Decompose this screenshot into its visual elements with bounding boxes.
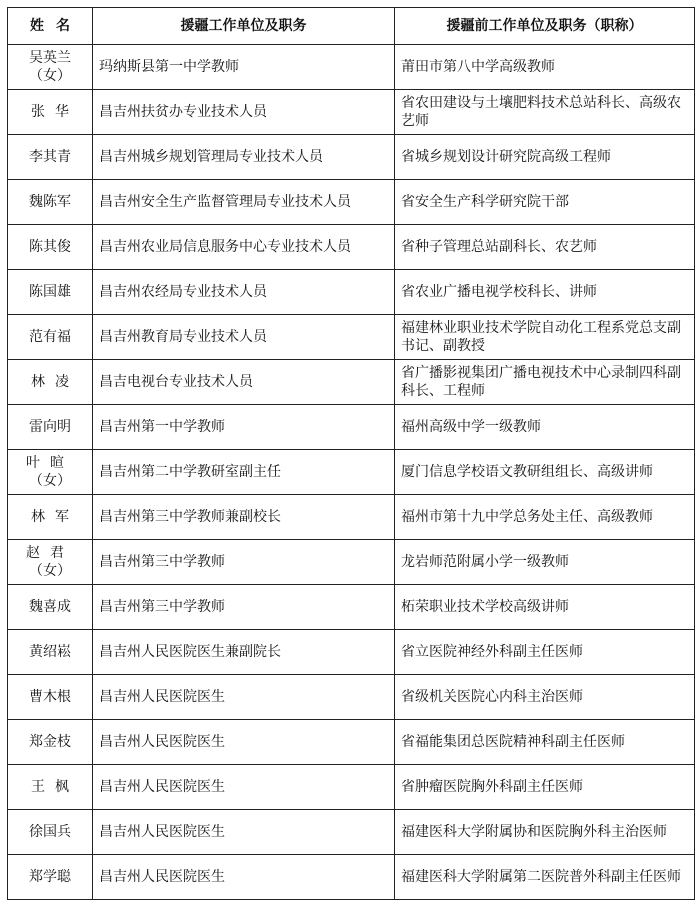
cell-prev: 福州高级中学一级教师: [395, 405, 695, 450]
table-row: [8, 765, 695, 810]
cell-name: [8, 360, 93, 405]
person-name: 林凌: [31, 374, 79, 390]
cell-prev: 省种子管理总站副科长、农艺师: [395, 225, 695, 270]
table-row: [8, 720, 695, 765]
cell-unit: 昌吉州扶贫办专业技术人员: [93, 90, 395, 135]
cell-name: [8, 225, 93, 270]
table-row: [8, 45, 695, 90]
personnel-table: [7, 7, 695, 900]
cell-name: [8, 495, 93, 540]
cell-prev: 福州市第十九中学总务处主任、高级教师: [395, 495, 695, 540]
cell-unit: 昌吉电视台专业技术人员: [93, 360, 395, 405]
cell-name: [8, 675, 93, 720]
header-row: [8, 8, 695, 45]
person-name: 林军: [31, 509, 79, 525]
person-name: 张华: [31, 104, 79, 120]
cell-unit: 昌吉州农业局信息服务中心专业技术人员: [93, 225, 395, 270]
cell-unit: 昌吉州人民医院医生: [93, 675, 395, 720]
person-name: 叶暄: [26, 455, 74, 471]
table-row: [8, 630, 695, 675]
person-name: 雷向明: [29, 419, 71, 435]
table-header: [8, 8, 695, 45]
person-name: 徐国兵: [29, 824, 71, 840]
table-row: [8, 405, 695, 450]
cell-name: [8, 810, 93, 855]
table-row: [8, 135, 695, 180]
cell-name: [8, 540, 93, 585]
person-name: 赵君: [26, 545, 74, 561]
cell-prev: 省肿瘤医院胸外科副主任医师: [395, 765, 695, 810]
table-row: [8, 540, 695, 585]
person-name: 范有福: [29, 329, 71, 345]
cell-name: [8, 405, 93, 450]
cell-prev: 莆田市第八中学高级教师: [395, 45, 695, 90]
person-name: 黄绍崧: [29, 644, 71, 660]
cell-prev: 省农田建设与土壤肥料技术总站科长、高级农艺师: [395, 90, 695, 135]
cell-unit: 玛纳斯县第一中学教师: [93, 45, 395, 90]
cell-name: [8, 45, 93, 90]
cell-unit: 昌吉州第三中学教师: [93, 585, 395, 630]
table-row: [8, 315, 695, 360]
cell-prev: 省安全生产科学研究院干部: [395, 180, 695, 225]
person-name: 陈国雄: [29, 284, 71, 300]
table-row: [8, 90, 695, 135]
cell-prev: 省级机关医院心内科主治医师: [395, 675, 695, 720]
cell-name: [8, 135, 93, 180]
table-row: [8, 675, 695, 720]
cell-unit: 昌吉州人民医院医生: [93, 765, 395, 810]
header-name: 姓名: [8, 8, 93, 45]
person-name: 郑金枝: [29, 734, 71, 750]
cell-prev: 省农业广播电视学校科长、讲师: [395, 270, 695, 315]
cell-prev: 龙岩师范附属小学一级教师: [395, 540, 695, 585]
cell-unit: 昌吉州第二中学教研室副主任: [93, 450, 395, 495]
cell-unit: 昌吉州第三中学教师: [93, 540, 395, 585]
table-row: [8, 495, 695, 540]
person-name: 吴英兰: [29, 50, 71, 66]
cell-unit: 昌吉州人民医院医生: [93, 855, 395, 900]
cell-unit: 昌吉州教育局专业技术人员: [93, 315, 395, 360]
cell-unit: 昌吉州第一中学教师: [93, 405, 395, 450]
cell-unit: 昌吉州第三中学教师兼副校长: [93, 495, 395, 540]
cell-prev: 省立医院神经外科副主任医师: [395, 630, 695, 675]
cell-prev: 省城乡规划设计研究院高级工程师: [395, 135, 695, 180]
table-row: [8, 270, 695, 315]
cell-unit: 昌吉州农经局专业技术人员: [93, 270, 395, 315]
cell-prev: 福建林业职业技术学院自动化工程系党总支副书记、副教授: [395, 315, 695, 360]
cell-name: [8, 765, 93, 810]
cell-prev: 省广播影视集团广播电视技术中心录制四科副科长、工程师: [395, 360, 695, 405]
person-name: 魏喜成: [29, 599, 71, 615]
table-row: [8, 360, 695, 405]
cell-unit: 昌吉州安全生产监督管理局专业技术人员: [93, 180, 395, 225]
cell-name: [8, 315, 93, 360]
cell-name: [8, 855, 93, 900]
person-name: 曹木根: [29, 689, 71, 705]
gender-note: （女）: [29, 68, 71, 84]
table-body: [8, 45, 695, 900]
cell-unit: 昌吉州人民医院医生: [93, 720, 395, 765]
cell-name: [8, 450, 93, 495]
cell-name: [8, 630, 93, 675]
cell-unit: 昌吉州人民医院医生: [93, 810, 395, 855]
person-name: 郑学聪: [29, 869, 71, 885]
gender-note: （女）: [29, 473, 71, 489]
cell-prev: 厦门信息学校语文教研组组长、高级讲师: [395, 450, 695, 495]
person-name: 王枫: [31, 779, 79, 795]
cell-prev: 柘荣职业技术学校高级讲师: [395, 585, 695, 630]
cell-prev: 省福能集团总医院精神科副主任医师: [395, 720, 695, 765]
person-name: 陈其俊: [29, 239, 71, 255]
cell-name: [8, 720, 93, 765]
gender-note: （女）: [29, 563, 71, 579]
cell-prev: 福建医科大学附属第二医院普外科副主任医师: [395, 855, 695, 900]
table-row: [8, 180, 695, 225]
cell-name: [8, 585, 93, 630]
cell-prev: 福建医科大学附属协和医院胸外科主治医师: [395, 810, 695, 855]
table-row: [8, 810, 695, 855]
cell-name: [8, 180, 93, 225]
table-row: [8, 585, 695, 630]
cell-unit: 昌吉州人民医院医生兼副院长: [93, 630, 395, 675]
table-row: [8, 225, 695, 270]
person-name: 魏陈军: [29, 194, 71, 210]
table-row: [8, 450, 695, 495]
cell-name: [8, 90, 93, 135]
header-unit: 援疆工作单位及职务: [93, 8, 395, 45]
header-prev: 援疆前工作单位及职务（职称）: [395, 8, 695, 45]
person-name: 李其青: [29, 149, 71, 165]
cell-unit: 昌吉州城乡规划管理局专业技术人员: [93, 135, 395, 180]
table-row: [8, 855, 695, 900]
cell-name: [8, 270, 93, 315]
